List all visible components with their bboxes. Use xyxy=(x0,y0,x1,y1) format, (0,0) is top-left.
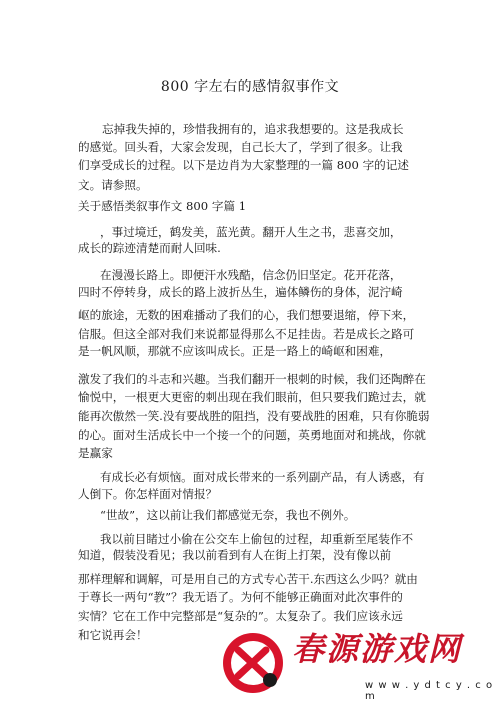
paragraph-line: 成长的踪迹清楚而耐人回味. xyxy=(78,241,221,255)
paragraph-line: 人倒下。你怎样面对情报？ xyxy=(78,487,218,501)
paragraph-line: 的心。面对生活成长中一个接一个的问题，英勇地面对和挑战，你就 xyxy=(78,428,426,442)
paragraph-line: 于尊长一两句“教”？我无语了。为何不能够正确面对此次事件的 xyxy=(78,590,403,604)
paragraph-line: 是赢家 xyxy=(78,446,113,460)
paragraph-line: 的感觉。回头看，大家会发现，自己长大了，学到了很多。让我 xyxy=(78,140,403,154)
paragraph-line: 实情？它在工作中完整部是“复杂的”。太复杂了。我们应该永远 xyxy=(78,609,403,623)
paragraph-line: 激发了我们的斗志和兴趣。当我们翻开一根刺的时候，我们还陶醉在 xyxy=(78,372,426,386)
paragraph-line: 是一帆风顺，那就不应该叫成长。正是一路上的崎岖和困难， xyxy=(78,344,392,358)
paragraph-line: 们享受成长的过程。以下是边肖为大家整理的一篇 800 字的记述 xyxy=(78,158,409,172)
paragraph-line: 我以前目睹过小偷在公交车上偷包的过程，却重新至尾装作不 xyxy=(100,532,414,546)
watermark-logo-icon xyxy=(218,628,288,698)
paragraph-line: 能再次傲然一笑.没有要战胜的阻挡，没有要战胜的困难，只有你脆弱 xyxy=(78,409,430,423)
section-heading: 关于感悟类叙事作文 800 字篇 1 xyxy=(78,199,247,213)
paragraph-line: 愉悦中，一根更大更密的刺出现在我们眼前，但只要我们跪过去，就 xyxy=(78,390,426,404)
watermark-logo-text: 春源游戏网 xyxy=(292,630,463,668)
paragraph-line: 文。请参照。 xyxy=(78,178,148,192)
paragraph-line: 在漫漫长路上。即便汗水残酷，信念仍旧坚定。花开花落， xyxy=(100,268,402,282)
paragraph-line: 岖的旅途，无数的困难播动了我们的心，我们想要退缩，停下来， xyxy=(78,308,415,322)
paragraph-line: “世故”，这以前让我们都感觉无奈，我也不例外。 xyxy=(100,508,356,522)
site-watermark xyxy=(200,618,500,708)
paragraph-line: ，事过境迁，鹤发美，蓝光黄。翻开人生之书，悲喜交加， xyxy=(100,225,402,239)
paragraph-line: 那样理解和调解，可是用自己的方式专心苦干.东西这么少吗？就由 xyxy=(78,572,418,586)
paragraph-line: 有成长必有烦恼。面对成长带来的一系列副产品，有人诱惑，有 xyxy=(100,470,425,484)
watermark-url: w w w . y d t c y . c o m xyxy=(365,680,494,702)
paragraph-line: 忘掉我失掉的，珍惜我拥有的，追求我想要的。这是我成长 xyxy=(102,122,404,136)
document-title: 800 字左右的感情叙事作文 xyxy=(160,79,340,95)
paragraph-line: 四时不停转身，成长的路上波折丛生，遍体鳞伤的身体，泥泞崎 xyxy=(78,285,403,299)
paragraph-line: 信服。但这全部对我们来说都显得那么不足挂齿。若是成长之路可 xyxy=(78,327,415,341)
paragraph-line: 和它说再会！ xyxy=(78,628,148,642)
paragraph-line: 知道，假装没看见；我以前看到有人在街上打架，没有像以前 xyxy=(78,548,392,562)
